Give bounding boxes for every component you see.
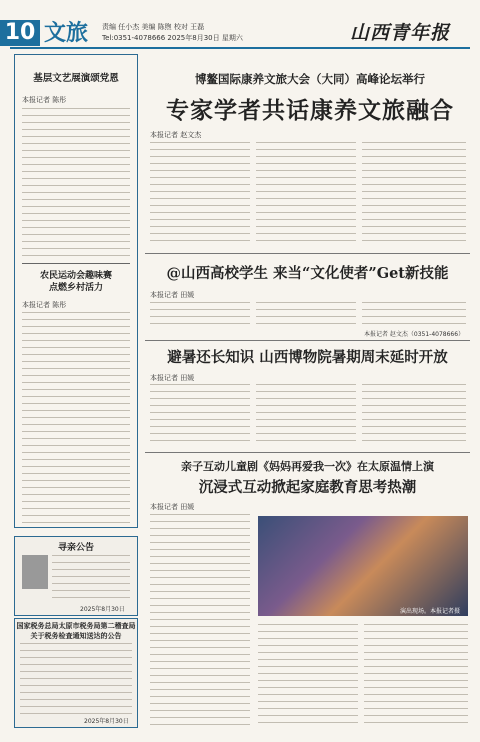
- notice2-body: [20, 643, 132, 717]
- news-photo: [258, 516, 468, 616]
- article1-body: [22, 108, 130, 258]
- story3-body-col3: [362, 384, 466, 444]
- story3-body-col1: [150, 384, 250, 444]
- article2-title-line1: 农民运动会趣味赛: [39, 271, 112, 281]
- photo-caption: 演出现场。本报记者摄: [400, 608, 461, 615]
- headline-kicker: 博鳌国际康养文旅大会（大同）高峰论坛举行: [195, 72, 425, 86]
- story4-kicker: 亲子互动儿童剧《妈妈再爱我一次》在太原温情上演: [181, 460, 434, 473]
- story2-body-col2: [256, 302, 356, 328]
- notice2-date: 2025年8月30日: [84, 718, 129, 725]
- story4-title: 沉浸式互动掀起家庭教育思考热潮: [198, 479, 417, 496]
- editor-credits: 责编 任小杰 美编 陈煦 校对 王磊: [102, 23, 205, 31]
- notice1-photo: [22, 555, 48, 589]
- story4-body-col1: [150, 514, 250, 726]
- story3-title: 避暑还长知识 山西博物院暑期周末延时开放: [167, 349, 448, 366]
- notice1-body: [52, 555, 130, 603]
- section-name: 文旅: [44, 20, 89, 46]
- headline: 专家学者共话康养文旅融合: [166, 97, 454, 124]
- left-divider: [22, 263, 130, 264]
- headline-byline: 本报记者 赵文杰: [150, 131, 202, 139]
- story4-byline: 本报记者 田媛: [150, 503, 195, 511]
- story2-body-col3: [362, 302, 466, 328]
- masthead: [0, 0, 480, 46]
- masthead-rule: [10, 47, 470, 49]
- story4-body-col2: [258, 624, 358, 726]
- headline-body-col1: [150, 142, 250, 246]
- contact-date: Tel:0351-4078666 2025年8月30日 星期六: [102, 34, 243, 42]
- story2-byline: 本报记者 田媛: [150, 291, 195, 299]
- notice1-title: 寻亲公告: [57, 543, 94, 553]
- headline-body-col3: [362, 142, 466, 246]
- headline-body-col2: [256, 142, 356, 246]
- story3-byline: 本报记者 田媛: [150, 374, 195, 382]
- main-divider-2: [145, 340, 470, 341]
- article1-byline: 本报记者 陈彤: [22, 96, 67, 104]
- page-number: 10: [0, 20, 40, 46]
- main-divider-1: [145, 253, 470, 254]
- story2-info: 本报记者 赵文杰（0351-4078666）: [364, 331, 465, 338]
- story2-body-col1: [150, 302, 250, 328]
- notice2-title-line1: 国家税务总局太原市税务局第二稽查局: [16, 621, 136, 630]
- story4-body-col3: [364, 624, 468, 726]
- story3-body-col2: [256, 384, 356, 444]
- article2-body: [22, 312, 130, 524]
- main-divider-3: [145, 452, 470, 453]
- article2-title-line2: 点燃乡村活力: [48, 283, 103, 293]
- story2-title: @山西高校学生 来当“文化使者”Get新技能: [166, 265, 449, 282]
- notice2-title-line2: 关于税务检查通知送达的公告: [30, 631, 122, 640]
- article1-title: 基层文艺展演颂党恩: [33, 73, 119, 84]
- notice1-date: 2025年8月30日: [80, 606, 125, 613]
- article2-byline: 本报记者 陈彤: [22, 301, 67, 309]
- newspaper-logo: 山西青年报: [350, 22, 451, 44]
